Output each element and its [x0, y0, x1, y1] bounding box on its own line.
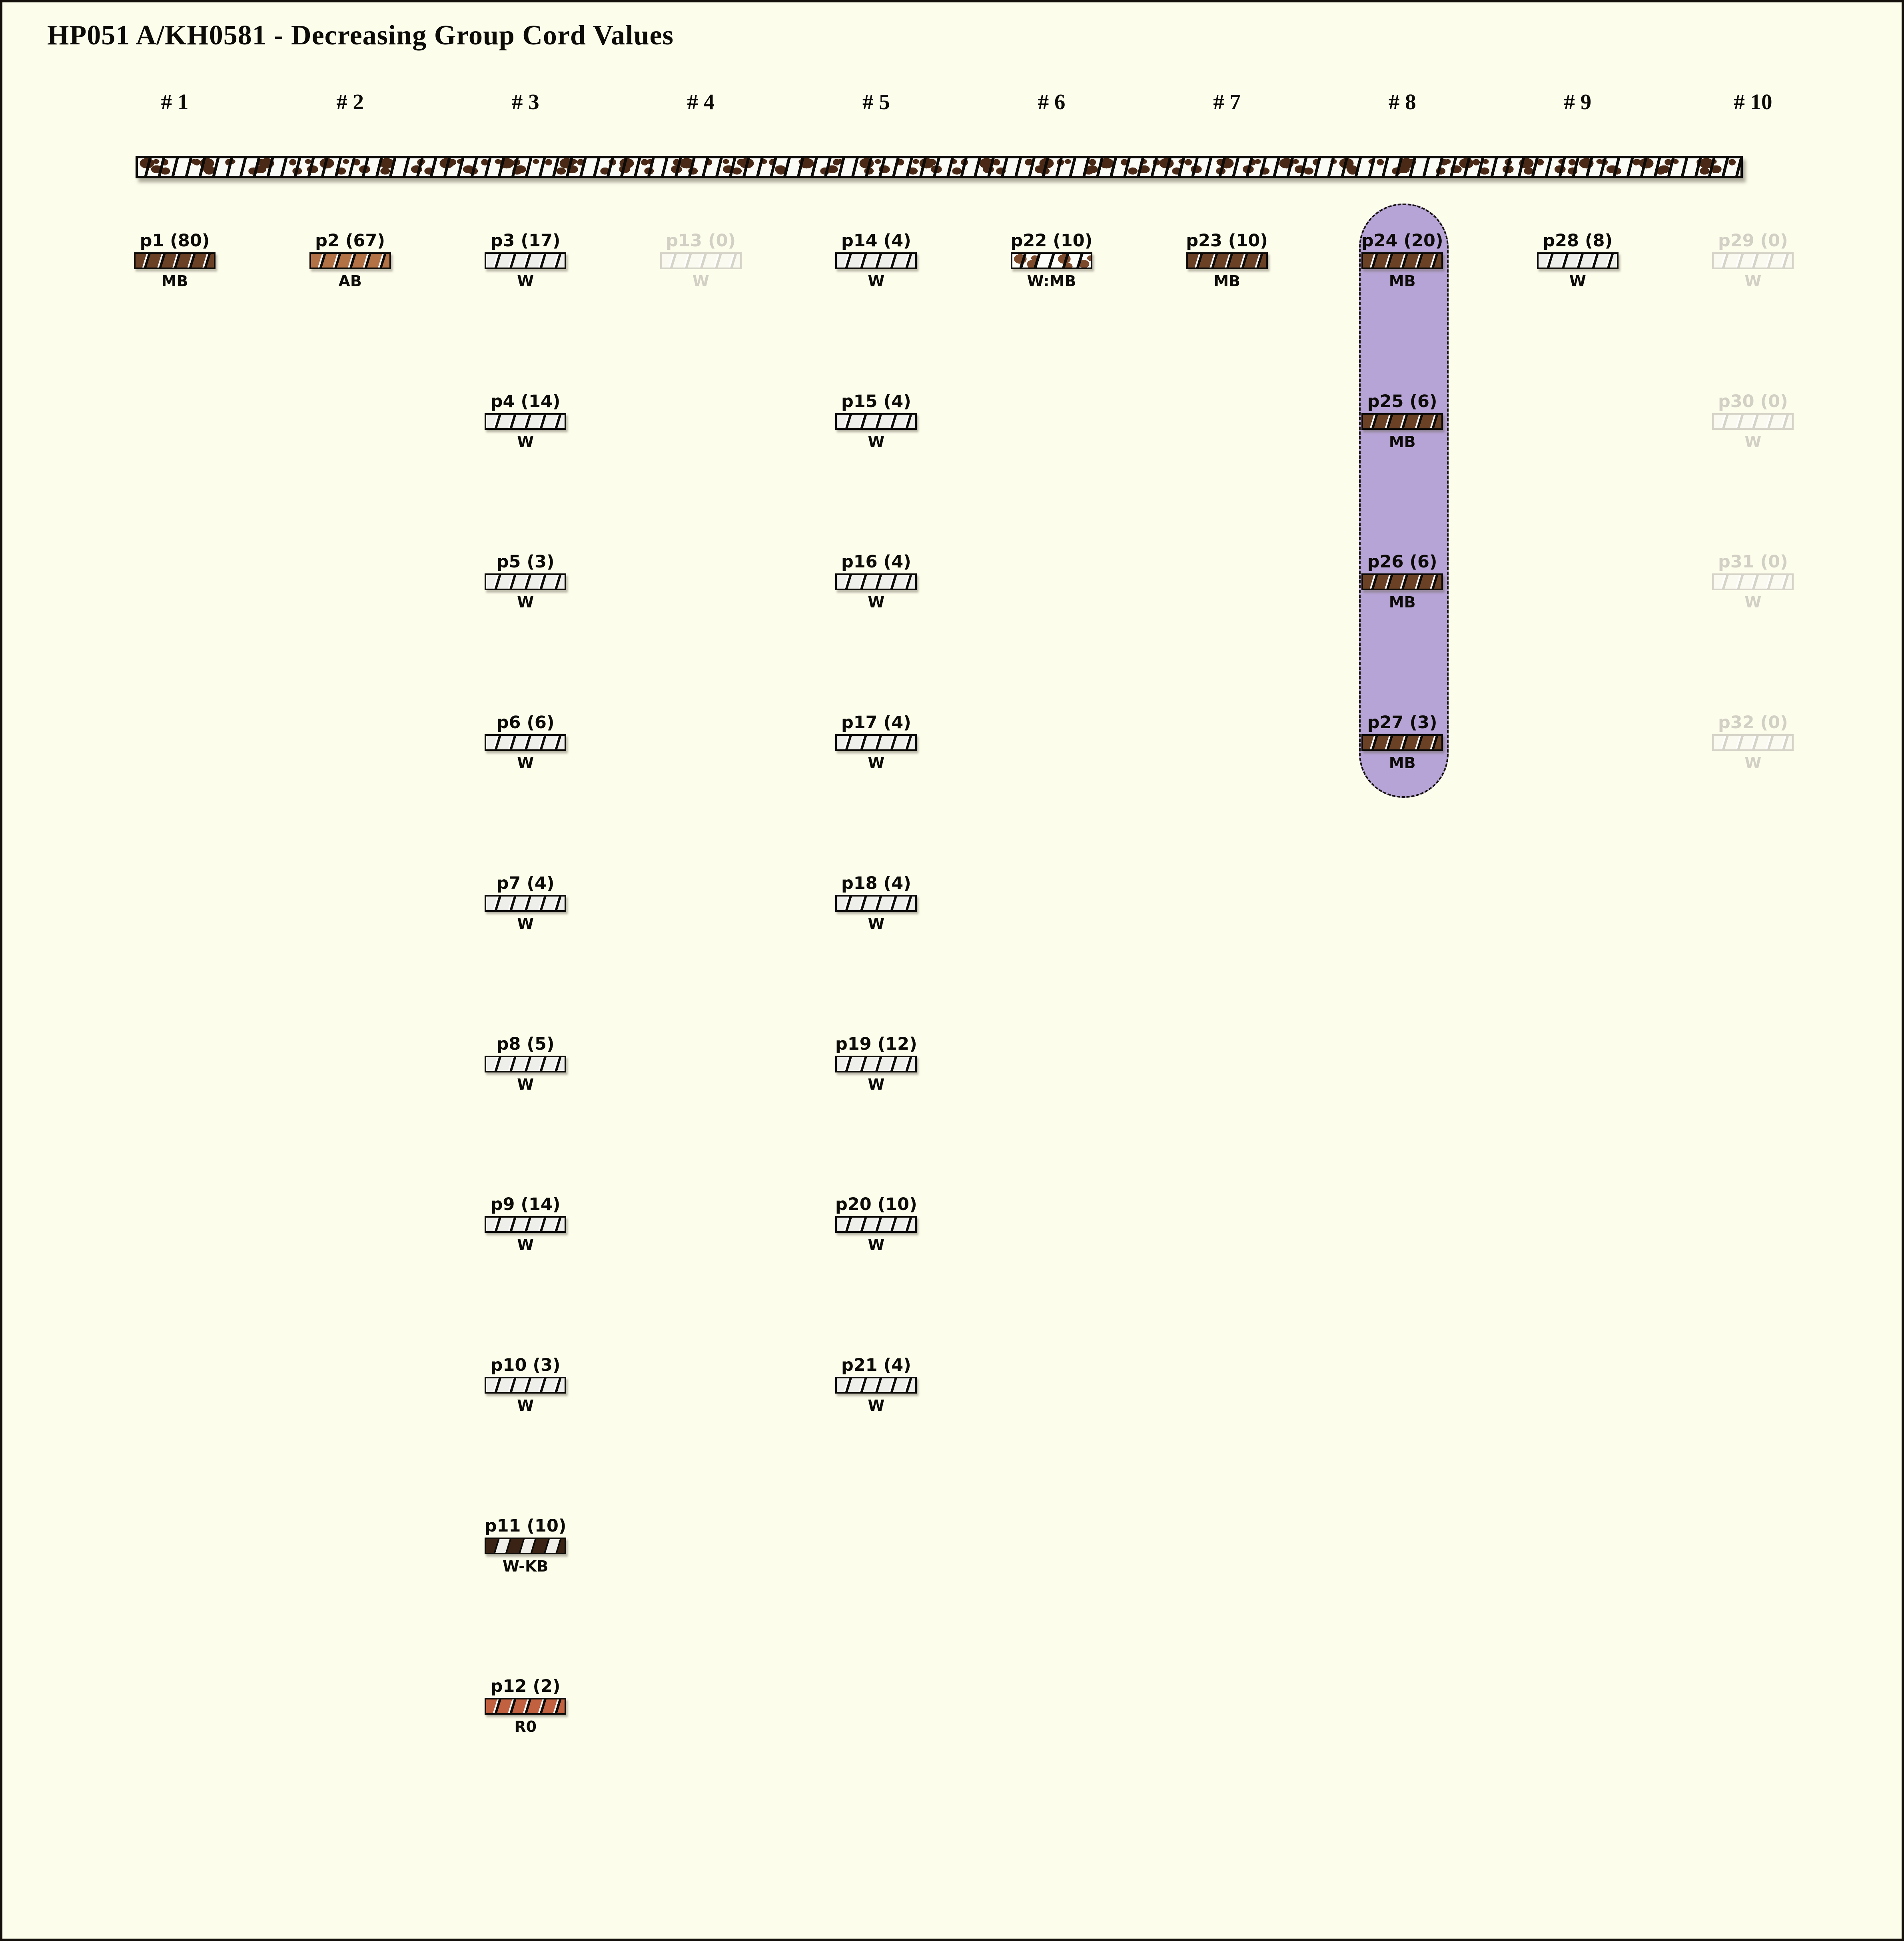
cord-p6[interactable] — [469, 713, 581, 772]
cord-p21[interactable] — [820, 1355, 932, 1414]
cord-color-code: W — [868, 1396, 885, 1414]
column-header-9: # 9 — [1564, 90, 1592, 114]
cord-p17[interactable] — [820, 713, 932, 772]
cord-label: p11 (10) — [484, 1516, 567, 1536]
cord-color-code: MB — [161, 272, 188, 290]
column-header-7: # 7 — [1213, 90, 1241, 114]
column-header-8: # 8 — [1388, 90, 1416, 114]
cord-p22[interactable] — [996, 231, 1108, 290]
page-title: HP051 A/KH0581 - Decreasing Group Cord Values — [47, 20, 674, 51]
cord-color-code: W — [1744, 754, 1762, 772]
cord-bar[interactable] — [835, 734, 917, 751]
cord-label: p22 (10) — [1010, 231, 1093, 251]
cord-label: p30 (0) — [1718, 391, 1788, 411]
cord-color-code: W — [517, 433, 534, 451]
cord-bar[interactable] — [1537, 252, 1619, 269]
cord-p15[interactable] — [820, 391, 932, 451]
cord-label: p4 (14) — [490, 391, 561, 411]
cord-color-code: W — [517, 915, 534, 933]
cord-bar[interactable] — [485, 573, 566, 590]
cord-bar[interactable] — [485, 1698, 566, 1715]
cord-label: p5 (3) — [496, 552, 555, 572]
cord-color-code: MB — [1213, 272, 1240, 290]
selection-highlight — [1359, 204, 1449, 798]
column-header-1: # 1 — [161, 90, 189, 114]
cord-label: p14 (4) — [841, 231, 911, 251]
cord-p23[interactable] — [1171, 231, 1283, 290]
cord-color-code: W — [868, 1075, 885, 1093]
cord-p5[interactable] — [469, 552, 581, 611]
cord-label: p7 (4) — [496, 873, 555, 893]
cord-p9[interactable] — [469, 1194, 581, 1254]
cord-p27[interactable] — [1346, 713, 1458, 772]
cord-bar[interactable] — [485, 895, 566, 912]
cord-label: p10 (3) — [490, 1355, 561, 1375]
cord-color-code: W — [1744, 433, 1762, 451]
cord-color-code: W — [517, 1075, 534, 1093]
cord-color-code: W — [517, 1236, 534, 1254]
cord-p25[interactable] — [1346, 391, 1458, 451]
cord-label: p19 (12) — [835, 1034, 917, 1054]
cord-bar[interactable] — [835, 573, 917, 590]
cord-bar[interactable] — [835, 413, 917, 430]
cord-color-code: W — [868, 593, 885, 611]
cord-bar[interactable] — [485, 252, 566, 269]
cord-color-code: W:MB — [1027, 272, 1076, 290]
cord-p28[interactable] — [1522, 231, 1634, 290]
cord-p8[interactable] — [469, 1034, 581, 1093]
cord-color-code: R0 — [514, 1718, 537, 1736]
cord-label: p1 (80) — [140, 231, 210, 251]
cord-color-code: W — [1569, 272, 1586, 290]
column-header-2: # 2 — [336, 90, 364, 114]
cord-p24[interactable] — [1346, 231, 1458, 290]
cord-bar[interactable] — [835, 1377, 917, 1394]
cord-label: p26 (6) — [1367, 552, 1437, 572]
cord-label: p17 (4) — [841, 713, 911, 733]
cord-label: p28 (8) — [1543, 231, 1613, 251]
cord-label: p32 (0) — [1718, 713, 1788, 733]
cord-bar[interactable] — [485, 1056, 566, 1072]
cord-bar[interactable] — [1186, 252, 1268, 269]
cord-bar[interactable] — [835, 1056, 917, 1072]
cord-color-code: W — [517, 272, 534, 290]
cord-label: p29 (0) — [1718, 231, 1788, 251]
cord-p7[interactable] — [469, 873, 581, 933]
cord-color-code: W — [868, 915, 885, 933]
cord-bar[interactable] — [134, 252, 216, 269]
cord-label: p24 (20) — [1361, 231, 1443, 251]
cord-p26[interactable] — [1346, 552, 1458, 611]
cord-label: p18 (4) — [841, 873, 911, 893]
cord-p11[interactable] — [469, 1516, 581, 1575]
cord-bar[interactable] — [485, 1538, 566, 1554]
cord-color-code: W-KB — [502, 1557, 549, 1575]
cord-p14[interactable] — [820, 231, 932, 290]
cord-label: p21 (4) — [841, 1355, 911, 1375]
cord-color-code: W — [868, 272, 885, 290]
cord-p30[interactable] — [1697, 391, 1809, 451]
cord-label: p6 (6) — [496, 713, 555, 733]
cord-p4[interactable] — [469, 391, 581, 451]
cord-bar[interactable] — [1011, 252, 1092, 269]
cord-p13[interactable] — [645, 231, 757, 290]
cord-p18[interactable] — [820, 873, 932, 933]
cord-p12[interactable] — [469, 1676, 581, 1735]
cord-label: p2 (67) — [315, 231, 385, 251]
column-header-5: # 5 — [862, 90, 890, 114]
cord-color-code: MB — [1389, 754, 1416, 772]
cord-bar[interactable] — [835, 252, 917, 269]
cord-bar[interactable] — [1361, 413, 1443, 430]
cord-p3[interactable] — [469, 231, 581, 290]
cord-bar[interactable] — [835, 1216, 917, 1233]
column-header-6: # 6 — [1038, 90, 1066, 114]
cord-p10[interactable] — [469, 1355, 581, 1414]
cord-label: p20 (10) — [835, 1194, 917, 1215]
column-header-10: # 10 — [1734, 90, 1772, 114]
cord-color-code: MB — [1389, 593, 1416, 611]
cord-p29[interactable] — [1697, 231, 1809, 290]
cord-bar[interactable] — [1361, 573, 1443, 590]
cord-color-code: W — [517, 754, 534, 772]
cord-label: p13 (0) — [666, 231, 736, 251]
cord-color-code: W — [1744, 593, 1762, 611]
cord-color-code: MB — [1389, 433, 1416, 451]
cord-color-code: W — [1744, 272, 1762, 290]
cord-color-code: MB — [1389, 272, 1416, 290]
cord-bar[interactable] — [485, 1377, 566, 1394]
cord-color-code: W — [868, 433, 885, 451]
cord-bar[interactable] — [1361, 252, 1443, 269]
cord-p32[interactable] — [1697, 713, 1809, 772]
column-header-3: # 3 — [511, 90, 539, 114]
cord-label: p23 (10) — [1186, 231, 1268, 251]
cord-p16[interactable] — [820, 552, 932, 611]
cord-bar[interactable] — [1712, 413, 1794, 430]
cord-bar[interactable] — [485, 734, 566, 751]
cord-color-code: AB — [338, 272, 362, 290]
cord-label: p15 (4) — [841, 391, 911, 411]
cord-bar[interactable] — [1361, 734, 1443, 751]
cord-p20[interactable] — [820, 1194, 932, 1254]
cord-bar[interactable] — [835, 895, 917, 912]
cord-color-code: W — [517, 1396, 534, 1414]
cord-label: p12 (2) — [490, 1676, 561, 1697]
cord-color-code: W — [868, 754, 885, 772]
cord-label: p27 (3) — [1367, 713, 1437, 733]
cord-label: p3 (17) — [490, 231, 561, 251]
cord-bar[interactable] — [1712, 734, 1794, 751]
cord-bar[interactable] — [309, 252, 391, 269]
cord-p2[interactable] — [294, 231, 406, 290]
cord-color-code: W — [692, 272, 709, 290]
cords-layer — [2, 2, 1902, 1939]
cord-label: p25 (6) — [1367, 391, 1437, 411]
cord-p1[interactable] — [119, 231, 231, 290]
cord-p31[interactable] — [1697, 552, 1809, 611]
cord-bar[interactable] — [660, 252, 742, 269]
column-header-4: # 4 — [687, 90, 715, 114]
cord-label: p31 (0) — [1718, 552, 1788, 572]
cord-color-code: W — [517, 593, 534, 611]
cord-label: p8 (5) — [496, 1034, 555, 1054]
cord-color-code: W — [868, 1236, 885, 1254]
cord-label: p16 (4) — [841, 552, 911, 572]
cord-bar[interactable] — [485, 1216, 566, 1233]
cord-bar[interactable] — [485, 413, 566, 430]
cord-label: p9 (14) — [490, 1194, 561, 1215]
cord-p19[interactable] — [820, 1034, 932, 1093]
cord-bar[interactable] — [1712, 252, 1794, 269]
cord-bar[interactable] — [1712, 573, 1794, 590]
